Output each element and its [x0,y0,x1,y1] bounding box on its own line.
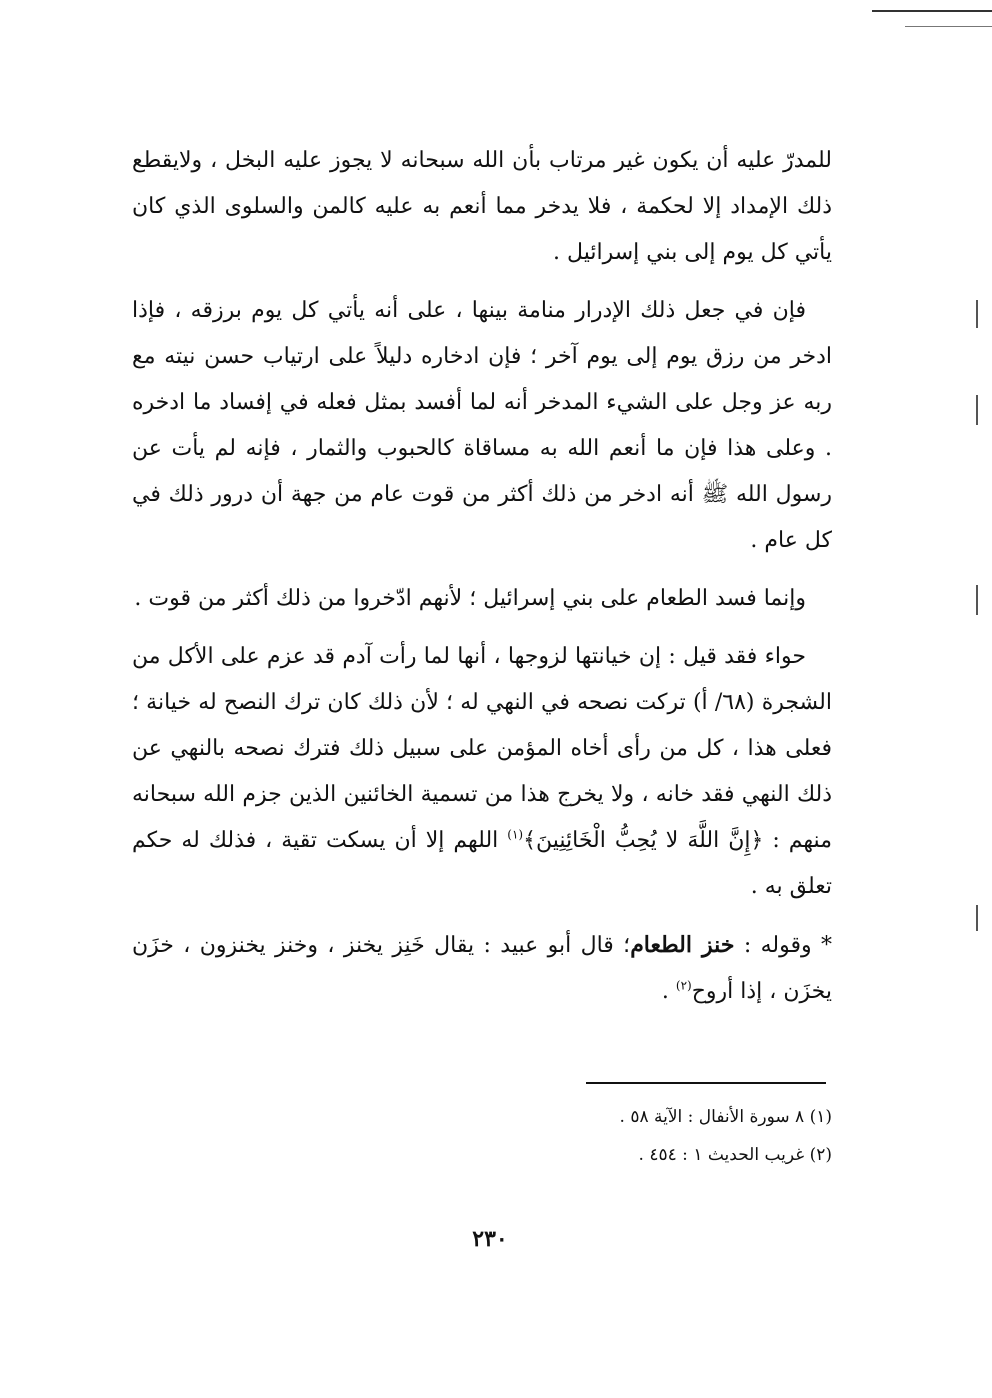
footnote-divider [586,1082,826,1084]
paragraph-text: ؛ قال أبو عبيد : يقال خَنِز يخنز ، وخنز يخنزون ، خزَن يخزَن ، إذا أروح [132,933,832,1004]
scan-mark [976,300,978,328]
paragraph-text: * وقوله : [743,933,832,958]
footnote-reference: (١) [507,827,524,842]
scan-mark [976,905,978,931]
paragraph-text: حواء فقد قيل : إن خيانتها لزوجها ، أنها لما رأت آدم قد عزم على الأكل من الشجرة (٦٨/ أ) تركت نصحه في النهي له ؛ لأن ذلك كان ترك النصح له خيانة ؛ فعلى هذا ، كل من رأى أخاه المؤمن على سبيل ذلك فترك نصحه بالنهي عن ذلك النهي فقد خانه ، ولا يخرج هذا من تسمية الخائنين الذين جزم الله سبحانه منهم : ﴿إِنَّ اللَّهَ لا يُحِبُّ الْخَائِنِينَ﴾ [132,644,832,853]
main-text [132,138,832,1027]
footnote: (٢) غريب الحديث ١ : ٤٥٤ . [638,1145,832,1165]
paragraph [132,634,832,910]
footnotes [132,1098,832,1174]
footnote: (١) ٨ سورة الأنفال : الآية ٥٨ . [619,1107,832,1127]
footnote-reference: (٢) [675,978,692,993]
page-number: ٢٣٠ [472,1226,508,1252]
paragraph [132,922,832,1015]
paragraph: للمدرّ عليه أن يكون غير مرتاب بأن الله سبحانه لا يجوز عليه البخل ، ولايقطع ذلك الإمداد إلا لحكمة ، فلا يدخر مما أنعم به عليه كالمن والسلوى الذي كان يأتي كل يوم إلى بني إسرائيل . [132,148,832,265]
scan-mark [976,395,978,425]
scan-mark [976,585,978,615]
paragraph: وإنما فسد الطعام على بني إسرائيل ؛ لأنهم ادّخروا من ذلك أكثر من قوت . [134,586,806,611]
scan-edge-line [872,10,992,12]
headword: خنز الطعام [630,932,735,958]
scan-edge-line [905,26,992,27]
paragraph-text: اللهم إلا أن يسكت تقية ، فذلك له حكم تعلق به . [132,828,832,899]
paragraph: فإن في جعل ذلك الإدرار منامة بينها ، على أنه يأتي كل يوم برزقه ، فإذا ادخر من رزق يوم إلى يوم آخر ؛ فإن ادخاره دليلاً على ارتياب حسن نيته مع ربه عز وجل على الشيء المدخر أنه لما أفسد بمثل فعله في إفساد ما ادخره . وعلى هذا فإن ما أنعم الله به مساقاة كالحبوب والثمار ، فإنه لم يأت عن رسول الله ﷺ أنه ادخر من ذلك أكثر من قوت عام من جهة أن درور ذلك في كل عام . [132,298,832,553]
paragraph-text: . [661,979,669,1004]
